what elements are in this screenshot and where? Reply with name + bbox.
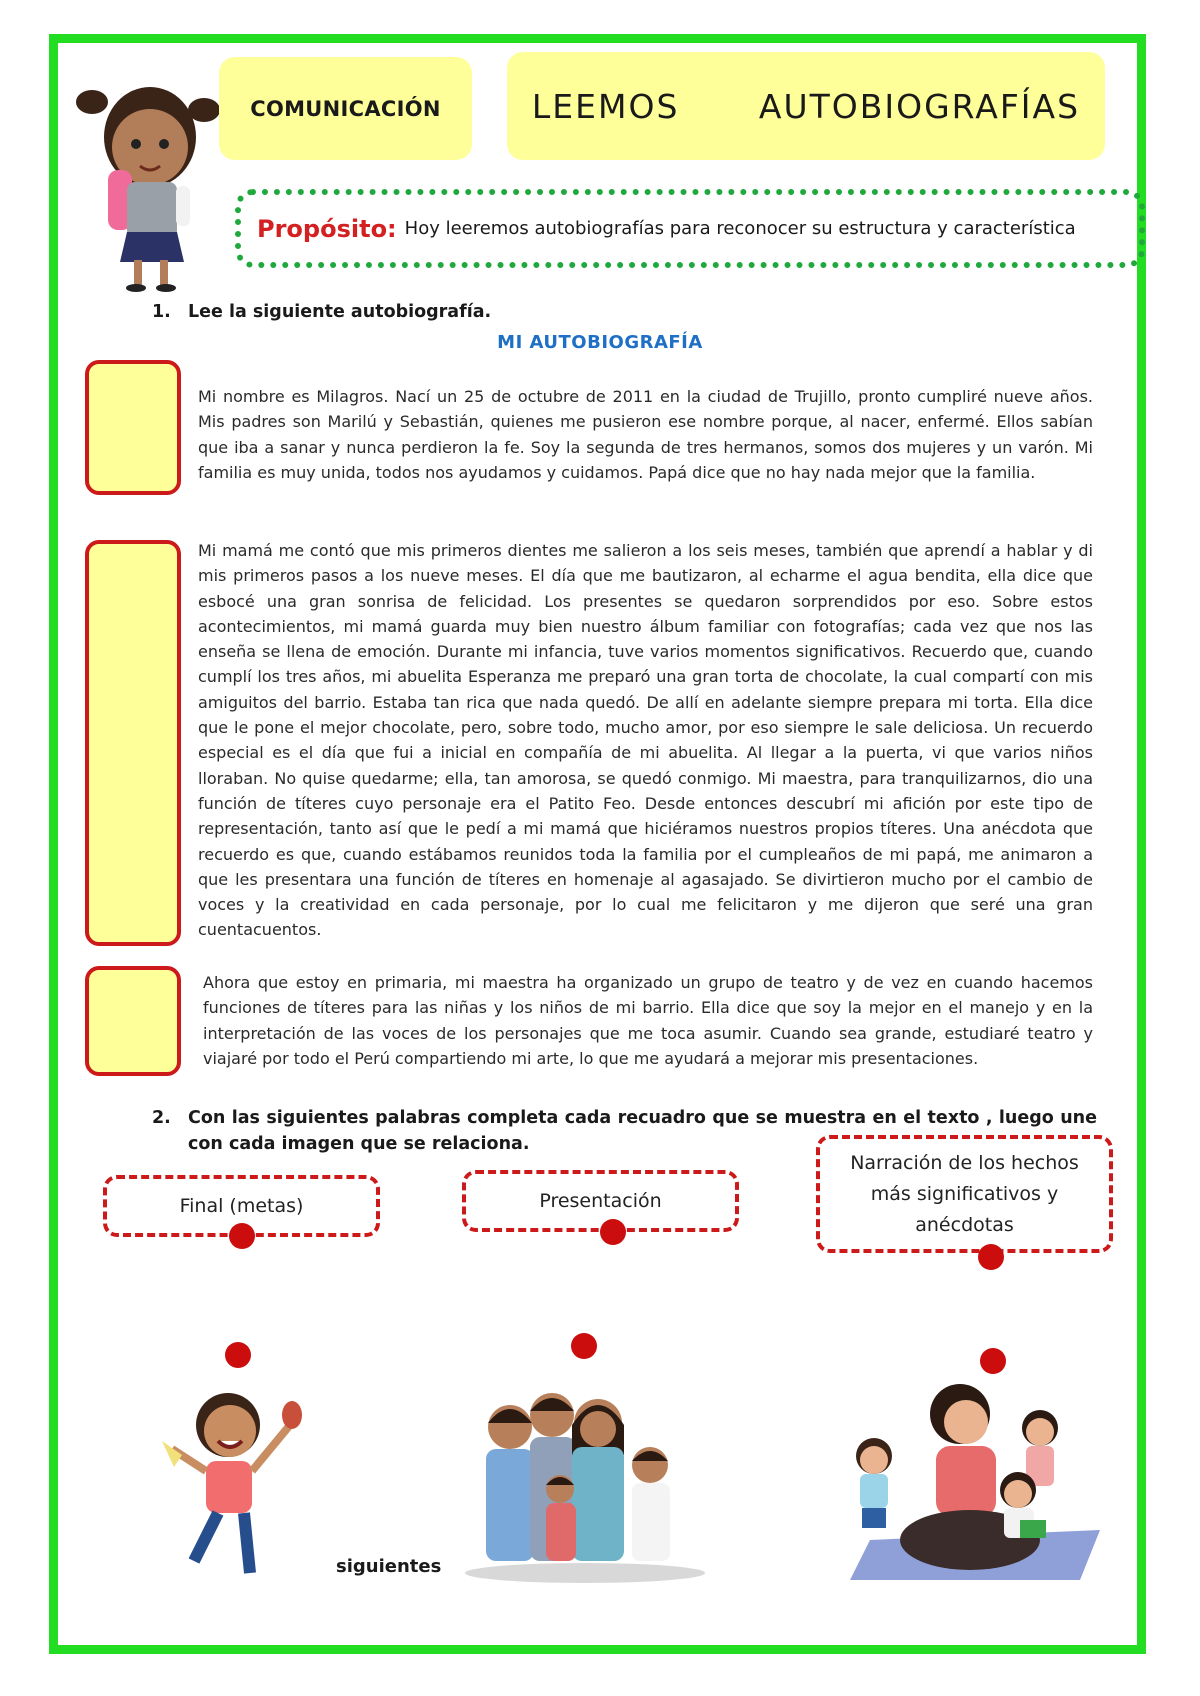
purpose-text: Hoy leeremos autobiografías para reconocer su estructura y característica (404, 218, 1076, 239)
dancing-girl-illustration (160, 1385, 310, 1580)
title-text: LEEMOS AUTOBIOGRAFÍAS (531, 86, 1081, 126)
siguientes-label: siguientes (336, 1556, 442, 1577)
autobiography-heading: MI AUTOBIOGRAFÍA (497, 332, 703, 353)
answer-box-3[interactable] (85, 966, 181, 1076)
paragraph-3: Ahora que estoy en primaria, mi maestra ha organizado un grupo de teatro y de vez en cuando hacemos funciones de títeres para las niñas y los niños de mi barrio. Ella dice que soy la mejor en el manejo y en la interpretación de las voces de los personajes que me toca asumir. Cuando sea grande, estudiaré teatro y viajaré por todo el Perú compartiendo mi arte, lo que me ayudará a mejorar mis presentaciones. (203, 973, 1093, 1068)
instruction-2-number: 2. (152, 1108, 171, 1128)
family-illustration (460, 1385, 710, 1585)
word-presentacion: Presentación (539, 1189, 662, 1212)
purpose-box (235, 189, 1145, 268)
connector-dot-narracion[interactable] (978, 1244, 1004, 1270)
connector-dot-image-1[interactable] (225, 1342, 251, 1368)
word-final: Final (metas) (179, 1194, 304, 1217)
subject-text: COMUNICACIÓN (250, 96, 441, 121)
instruction-1-text: Lee la siguiente autobiografía. (188, 302, 492, 322)
subject-label (219, 57, 472, 160)
paragraph-2: Mi mamá me contó que mis primeros dientes me salieron a los seis meses, también que aprendí a hablar y di mis primeros pasos a los nueve meses. El día que me bautizaron, al echarme el agua bendita, ella dice que esbocé una gran sonrisa de felicidad. Los presentes se quedaron sorprendidos por eso. Sobre estos acontecimientos, mi mamá guarda muy bien nuestro álbum familiar con fotografías; cada vez que nos las enseña se llena de emoción. Durante mi infancia, tuve varios momentos significativos. Recuerdo que, cuando cumplí los tres años, mi abuelita Esperanza me preparó una gran torta de chocolate, la cual compartí con mis amiguitos del barrio. Estaba tan rica que nada quedó. De allí en adelante siempre prepara mi torta. Ella dice que le pone el mejor chocolate, pero, sobre todo, mucho amor, por eso siempre le sale deliciosa. Un recuerdo especial es el día que fui a inicial en compañía de mi abuelita. Al llegar a la puerta, vi que varios niños lloraban. No quise quedarme; ella, tan amorosa, se quedó conmigo. Mi maestra, para tranquilizarnos, dio una función de títeres cuyo personaje era el Patito Feo. Desde entonces descubrí mi afición por este tipo de representación, tanto así que le pedí a mi mamá que hiciéramos nuestros propios títeres. Una anécdota que recuerdo es que, cuando estábamos reunidos toda la familia por el cumpleaños de mi papá, me animaron a que les presentara una función de títeres en homenaje al agasajado. Se divirtieron mucho por el cambio de voces y la creatividad en cada personaje, por lo cual me felicitaron y me dijeron que seré una gran cuentacuentos. (198, 541, 1093, 940)
word-narracion: Narración de los hechos más significativos y anécdotas (850, 1151, 1079, 1236)
answer-box-2[interactable] (85, 540, 181, 946)
word-box-narracion[interactable] (816, 1135, 1113, 1253)
connector-dot-presentacion[interactable] (600, 1219, 626, 1245)
word-box-presentacion[interactable] (462, 1170, 739, 1232)
connector-dot-image-2[interactable] (571, 1333, 597, 1359)
instruction-2-text: Con las siguientes palabras completa cada recuadro que se muestra en el texto , luego une con cada imagen que se relaciona. (188, 1108, 1097, 1154)
answer-box-1[interactable] (85, 360, 181, 495)
paragraph-1: Mi nombre es Milagros. Nací un 25 de octubre de 2011 en la ciudad de Trujillo, pronto cumpliré nueve años. Mis padres son Marilú y Sebastián, quienes me pusieron ese nombre porque, al nacer, enfermé. Ellos sabían que iba a sanar y nunca perdieron la fe. Soy la segunda de tres hermanos, somos dos mujeres y un varón. Mi familia es muy unida, todos nos ayudamos y cuidamos. Papá dice que no hay nada mejor que la familia. (198, 387, 1093, 482)
connector-dot-final[interactable] (229, 1223, 255, 1249)
mother-with-children-illustration (830, 1370, 1110, 1590)
instruction-1-number: 1. (152, 302, 171, 322)
purpose-label: Propósito: (257, 214, 397, 243)
page-title (507, 52, 1105, 160)
schoolgirl-illustration (72, 82, 222, 292)
